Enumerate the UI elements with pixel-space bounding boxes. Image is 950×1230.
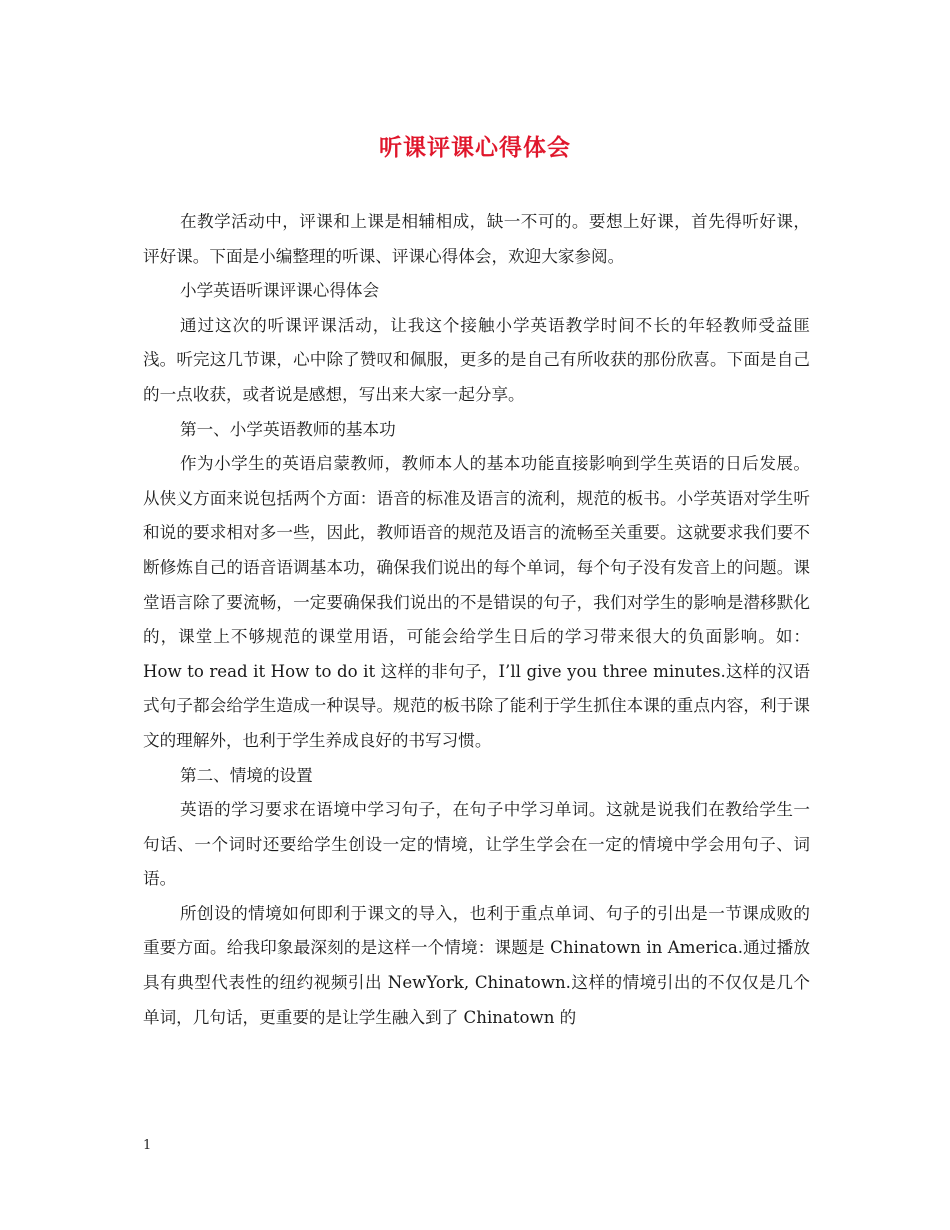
document-title: 听课评课心得体会 <box>379 134 571 161</box>
page-number: 1 <box>143 1138 152 1153</box>
section-heading-main: 小学英语听课评课心得体会 <box>180 281 380 301</box>
paragraph-reflection: 通过这次的听课评课活动，让我这个接触小学英语教学时间不长的年轻教师受益匪浅。听完这几节课，心中除了赞叹和佩服，更多的是自己有所收获的那份欣喜。下面是自己的一点收获，或者说是感想，写出来大家一起分享。 <box>143 315 810 404</box>
section-heading-context: 第二、情境的设置 <box>180 765 313 785</box>
section-heading-basic-skills: 第一、小学英语教师的基本功 <box>180 419 396 439</box>
paragraph-intro: 在教学活动中，评课和上课是相辅相成，缺一不可的。要想上好课，首先得听好课，评好课。下面是小编整理的听课、评课心得体会，欢迎大家参阅。 <box>143 212 810 266</box>
paragraph-context-example: 所创设的情境如何即利于课文的导入，也利于重点单词、句子的引出是一节课成败的重要方面。给我印象最深刻的是这样一个情境：课题是 Chinatown in America.通过播放具有典型代表性的纽约视频引出 NewYork, Chinatown.这样的情境引出的不仅仅是几个单词，几句话，更重要的是让学生融入到了 Chinatown 的 <box>143 903 810 1027</box>
paragraph-context: 英语的学习要求在语境中学习句子，在句子中学习单词。这就是说我们在教给学生一句话、一个词时还要给学生创设一定的情境，让学生学会在一定的情境中学会用句子、词语。 <box>143 800 810 889</box>
document-body <box>143 205 810 1035</box>
paragraph-basic-skills: 作为小学生的英语启蒙教师，教师本人的基本功能直接影响到学生英语的日后发展。从侠义方面来说包括两个方面：语音的标准及语言的流利，规范的板书。小学英语对学生听和说的要求相对多一些，因此，教师语音的规范及语言的流畅至关重要。这就要求我们要不断修炼自己的语音语调基本功，确保我们说出的每个单词，每个句子没有发音上的问题。课堂语言除了要流畅，一定要确保我们说出的不是错误的句子，我们对学生的影响是潜移默化的，课堂上不够规范的课堂用语，可能会给学生日后的学习带来很大的负面影响。如：How to read it How to do it 这样的非句子，I’ll give you three minutes.这样的汉语式句子都会给学生造成一种误导。规范的板书除了能利于学生抓住本课的重点内容，利于课文的理解外，也利于学生养成良好的书写习惯。 <box>143 454 810 750</box>
